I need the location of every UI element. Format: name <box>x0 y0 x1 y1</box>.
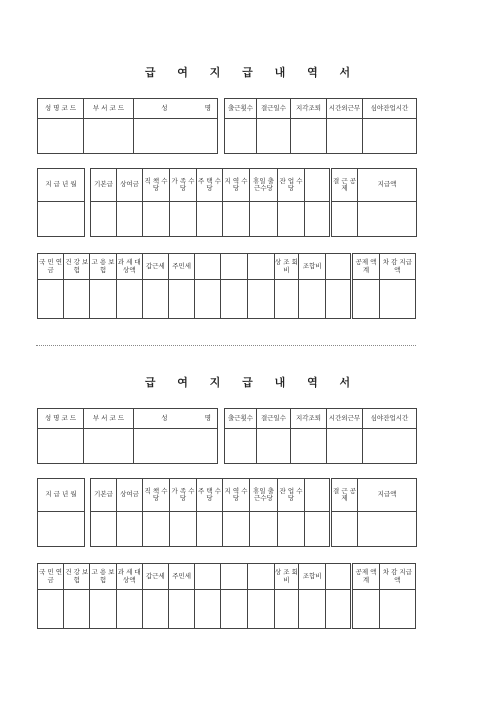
position-allowance-label: 직 책 수 당 <box>143 479 170 512</box>
absence-deduction-cell[interactable] <box>331 202 358 237</box>
form-title-2: 급 여 지 급 내 역 서 <box>144 376 360 389</box>
employee-info-table-2 <box>37 408 218 464</box>
employee-code-cell[interactable] <box>38 119 84 154</box>
employment-insurance-cell[interactable] <box>90 590 116 629</box>
absence-deduction-label: 결 근 공 제 <box>331 479 358 512</box>
total-deduction-label: 공제 액계 <box>352 564 379 590</box>
housing-allowance-label: 주 택 수 당 <box>197 479 223 512</box>
payment-amount-cell[interactable] <box>358 512 417 547</box>
blank-cell-3[interactable] <box>247 280 274 319</box>
net-pay-label: 차 감 지급액 <box>379 564 415 590</box>
bonus-cell[interactable] <box>117 512 143 547</box>
net-pay-cell[interactable] <box>379 590 415 629</box>
given-name-label: 명 <box>174 409 218 429</box>
employee-code-label: 성 명 코 드 <box>38 99 84 119</box>
night-work-label: 심야잔업시간 <box>363 409 417 429</box>
total-deduction-label: 공제 액계 <box>352 254 379 280</box>
overtime-allowance-cell[interactable] <box>278 202 305 237</box>
health-insurance-label: 건 강 보 험 <box>64 564 90 590</box>
blank-label-3 <box>247 564 274 590</box>
deduction-header-row <box>38 254 416 280</box>
overtime-cell[interactable] <box>327 119 363 154</box>
blank-cell-4[interactable] <box>326 280 352 319</box>
attendance-data-row <box>225 119 417 154</box>
health-insurance-cell[interactable] <box>64 280 90 319</box>
income-tax-label: 갑근세 <box>142 254 168 280</box>
total-deduction-cell[interactable] <box>352 280 379 319</box>
employee-info-data-row <box>38 119 218 154</box>
taxable-amount-label: 과 세 대상액 <box>116 564 142 590</box>
health-insurance-cell[interactable] <box>64 590 90 629</box>
resident-tax-label: 주민세 <box>169 564 195 590</box>
holiday-allowance-label: 휴일 출근수당 <box>250 169 278 202</box>
employment-insurance-cell[interactable] <box>90 280 116 319</box>
blank-label-1 <box>195 254 221 280</box>
allowance-data-row <box>91 512 417 547</box>
deduction-table <box>37 253 416 319</box>
attendance-table-2 <box>224 408 417 464</box>
surname-label: 성 <box>134 409 174 429</box>
regional-allowance-cell[interactable] <box>223 202 250 237</box>
form-title: 급 여 지 급 내 역 서 <box>144 66 360 79</box>
resident-tax-cell[interactable] <box>169 280 195 319</box>
family-allowance-label: 가 족 수 당 <box>170 169 197 202</box>
pay-month-header-row <box>38 169 85 202</box>
income-tax-label: 갑근세 <box>142 564 168 590</box>
blank-cell-2[interactable] <box>221 280 247 319</box>
night-work-label: 심야잔업시간 <box>363 99 417 119</box>
pay-month-cell[interactable] <box>38 512 85 547</box>
base-pay-label: 기본급 <box>91 479 117 512</box>
blank-cell-3[interactable] <box>247 590 274 629</box>
base-pay-label: 기본급 <box>91 169 117 202</box>
mutual-aid-label: 상 조 회 비 <box>274 254 298 280</box>
absence-days-cell[interactable] <box>257 429 291 464</box>
income-tax-cell[interactable] <box>142 280 168 319</box>
blank-cell[interactable] <box>305 512 331 547</box>
deduction-header-row <box>38 564 416 590</box>
blank-label-4 <box>326 564 352 590</box>
attendance-data-row <box>225 429 417 464</box>
overtime-allowance-label: 잔 업 수 당 <box>278 169 305 202</box>
given-name-label: 명 <box>174 99 218 119</box>
overtime-allowance-cell[interactable] <box>278 512 305 547</box>
employee-info-data-row <box>38 429 218 464</box>
late-early-cell[interactable] <box>291 429 327 464</box>
mutual-aid-cell[interactable] <box>274 590 298 629</box>
payment-amount-label: 지급액 <box>358 169 417 202</box>
employee-code-label: 성 명 코 드 <box>38 409 84 429</box>
blank-cell[interactable] <box>305 202 331 237</box>
mutual-aid-label: 상 조 회 비 <box>274 564 298 590</box>
housing-allowance-cell[interactable] <box>197 512 223 547</box>
pay-month-cell[interactable] <box>38 202 85 237</box>
union-fee-cell[interactable] <box>299 590 326 629</box>
absence-deduction-label: 결 근 공 제 <box>331 169 358 202</box>
attendance-header-row <box>225 409 417 429</box>
cut-line <box>36 345 416 346</box>
base-pay-cell[interactable] <box>91 202 117 237</box>
taxable-amount-cell[interactable] <box>116 590 142 629</box>
income-tax-cell[interactable] <box>142 590 168 629</box>
absence-days-label: 결근일수 <box>257 99 291 119</box>
union-fee-cell[interactable] <box>299 280 326 319</box>
surname-label: 성 <box>134 99 174 119</box>
regional-allowance-cell[interactable] <box>223 512 250 547</box>
resident-tax-cell[interactable] <box>169 590 195 629</box>
allowance-table <box>90 168 417 237</box>
pay-month-table <box>37 168 85 237</box>
pension-cell[interactable] <box>38 280 64 319</box>
union-fee-label: 조합비 <box>299 564 326 590</box>
attendance-count-cell[interactable] <box>225 119 257 154</box>
regional-allowance-label: 지 역 수 당 <box>223 169 250 202</box>
pension-label: 국 민 연 금 <box>38 254 64 280</box>
attendance-count-cell[interactable] <box>225 429 257 464</box>
employment-insurance-label: 고 용 보 험 <box>90 254 116 280</box>
pay-month-label: 지 급 년 월 <box>38 169 85 202</box>
department-code-cell[interactable] <box>84 119 134 154</box>
net-pay-cell[interactable] <box>379 280 415 319</box>
department-code-cell[interactable] <box>84 429 134 464</box>
late-early-label: 지각조퇴 <box>291 99 327 119</box>
attendance-count-label: 출근횟수 <box>225 409 257 429</box>
absence-days-label: 결근일수 <box>257 409 291 429</box>
pension-cell[interactable] <box>38 590 64 629</box>
blank-label-1 <box>195 564 221 590</box>
net-pay-label: 차 감 지급액 <box>379 254 415 280</box>
night-work-cell[interactable] <box>363 429 417 464</box>
health-insurance-label: 건 강 보 험 <box>64 254 90 280</box>
deduction-data-row <box>38 590 416 629</box>
blank-label <box>305 479 331 512</box>
family-allowance-cell[interactable] <box>170 202 197 237</box>
holiday-allowance-cell[interactable] <box>250 512 278 547</box>
absence-deduction-cell[interactable] <box>331 512 358 547</box>
pension-label: 국 민 연 금 <box>38 564 64 590</box>
overtime-label: 시간외근무 <box>327 409 363 429</box>
bonus-cell[interactable] <box>117 202 143 237</box>
name-cell[interactable] <box>134 429 218 464</box>
taxable-amount-cell[interactable] <box>116 280 142 319</box>
resident-tax-label: 주민세 <box>169 254 195 280</box>
deduction-data-row <box>38 280 416 319</box>
overtime-cell[interactable] <box>327 429 363 464</box>
pay-month-table-2 <box>37 478 85 547</box>
blank-label-2 <box>221 564 247 590</box>
overtime-allowance-label: 잔 업 수 당 <box>278 479 305 512</box>
night-work-cell[interactable] <box>363 119 417 154</box>
overtime-label: 시간외근무 <box>327 99 363 119</box>
total-deduction-cell[interactable] <box>352 590 379 629</box>
name-cell[interactable] <box>134 119 218 154</box>
late-early-label: 지각조퇴 <box>291 409 327 429</box>
union-fee-label: 조합비 <box>299 254 326 280</box>
blank-cell-1[interactable] <box>195 280 221 319</box>
payment-amount-label: 지급액 <box>358 479 417 512</box>
blank-cell-4[interactable] <box>326 590 352 629</box>
employee-info-header-row <box>38 99 218 119</box>
bonus-label: 상여금 <box>117 169 143 202</box>
deduction-table-2 <box>37 563 416 629</box>
absence-days-cell[interactable] <box>257 119 291 154</box>
allowance-header-row <box>91 479 417 512</box>
allowance-table-2 <box>90 478 417 547</box>
employment-insurance-label: 고 용 보 험 <box>90 564 116 590</box>
attendance-count-label: 출근횟수 <box>225 99 257 119</box>
mutual-aid-cell[interactable] <box>274 280 298 319</box>
family-allowance-cell[interactable] <box>170 512 197 547</box>
employee-code-cell[interactable] <box>38 429 84 464</box>
base-pay-cell[interactable] <box>91 512 117 547</box>
housing-allowance-label: 주 택 수 당 <box>197 169 223 202</box>
regional-allowance-label: 지 역 수 당 <box>223 479 250 512</box>
pay-month-header-row <box>38 479 85 512</box>
department-code-label: 부 서 코 드 <box>84 409 134 429</box>
holiday-allowance-cell[interactable] <box>250 202 278 237</box>
blank-label-4 <box>326 254 352 280</box>
attendance-table <box>224 98 417 154</box>
pay-month-data-row <box>38 512 85 547</box>
blank-label-3 <box>247 254 274 280</box>
taxable-amount-label: 과 세 대상액 <box>116 254 142 280</box>
blank-cell-1[interactable] <box>195 590 221 629</box>
employee-info-header-row <box>38 409 218 429</box>
family-allowance-label: 가 족 수 당 <box>170 479 197 512</box>
pay-month-data-row <box>38 202 85 237</box>
holiday-allowance-label: 휴일 출근수당 <box>250 479 278 512</box>
position-allowance-cell[interactable] <box>143 202 170 237</box>
bonus-label: 상여금 <box>117 479 143 512</box>
employee-info-table <box>37 98 218 154</box>
pay-month-label: 지 급 년 월 <box>38 479 85 512</box>
allowance-header-row <box>91 169 417 202</box>
position-allowance-label: 직 책 수 당 <box>143 169 170 202</box>
position-allowance-cell[interactable] <box>143 512 170 547</box>
late-early-cell[interactable] <box>291 119 327 154</box>
allowance-data-row <box>91 202 417 237</box>
department-code-label: 부 서 코 드 <box>84 99 134 119</box>
housing-allowance-cell[interactable] <box>197 202 223 237</box>
blank-label-2 <box>221 254 247 280</box>
payment-amount-cell[interactable] <box>358 202 417 237</box>
blank-cell-2[interactable] <box>221 590 247 629</box>
attendance-header-row <box>225 99 417 119</box>
blank-label <box>305 169 331 202</box>
